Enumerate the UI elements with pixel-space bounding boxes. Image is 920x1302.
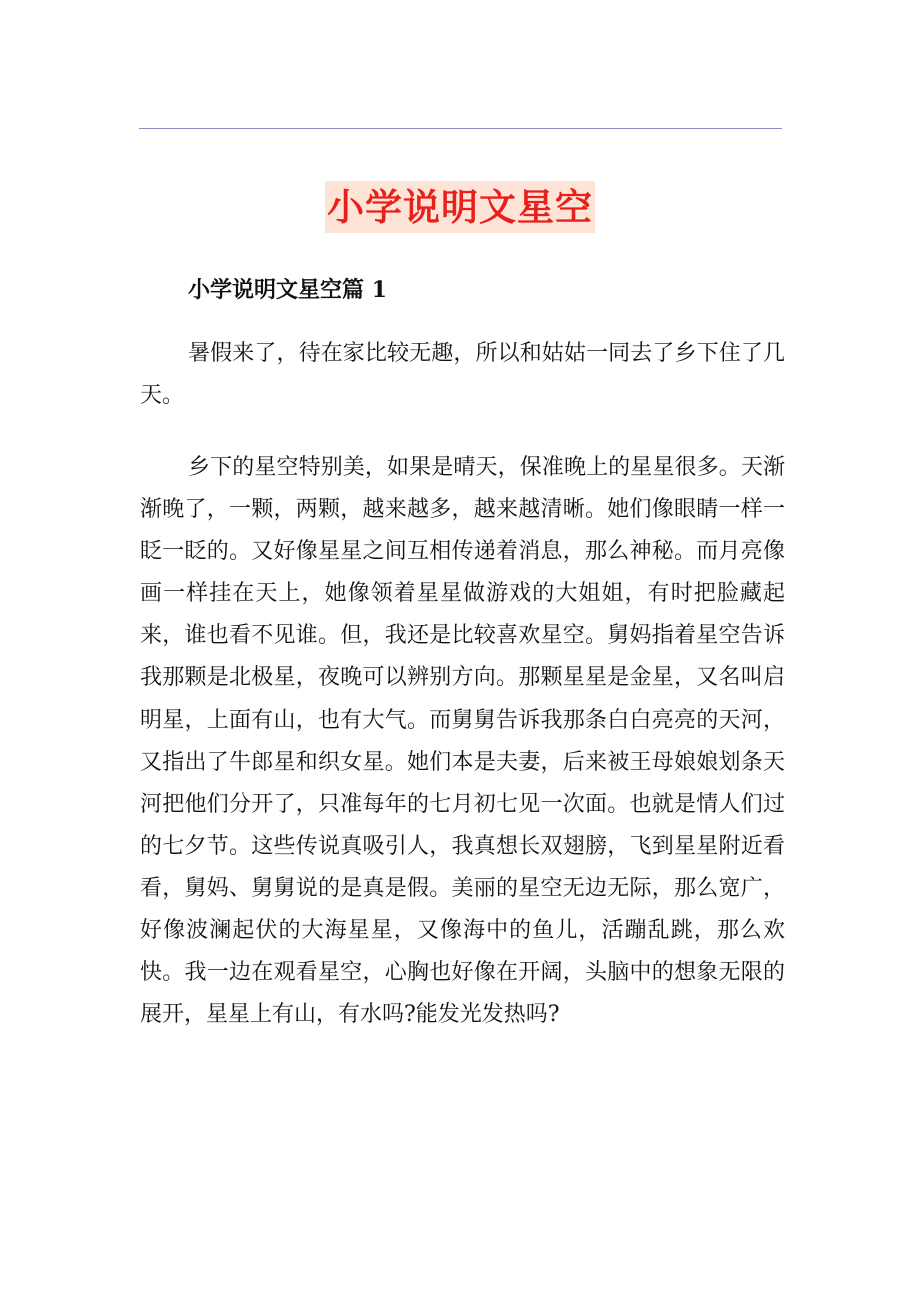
document-title: 小学说明文星空	[325, 181, 595, 233]
header-divider	[139, 128, 782, 129]
title-container	[0, 156, 920, 258]
paragraph-1: 暑假来了，待在家比较无趣，所以和姑姑一同去了乡下住了几天。	[140, 341, 785, 409]
paragraph-2: 乡下的星空特别美，如果是晴天，保准晚上的星星很多。天渐渐晚了，一颗，两颗，越来越多，越来越清晰。她们像眼睛一样一眨一眨的。又好像星星之间互相传递着消息，那么神秘。而月亮像画一样挂在天上，她像领着星星做游戏的大姐姐，有时把脸藏起来，谁也看不见谁。但，我还是比较喜欢星空。舅妈指着星空告诉我那颗是北极星，夜晚可以辨别方向。那颗星星是金星，又名叫启明星，上面有山，也有大气。而舅舅告诉我那条白白亮亮的天河，又指出了牛郎星和织女星。她们本是夫妻，后来被王母娘娘划条天河把他们分开了，只准每年的七月初七见一次面。也就是情人们过的七夕节。这些传说真吸引人，我真想长双翅膀，飞到星星附近看看，舅妈、舅舅说的是真是假。美丽的星空无边无际，那么宽广，好像波澜起伏的大海星星，又像海中的鱼儿，活蹦乱跳，那么欢快。我一边在观看星空，心胸也好像在开阔，头脑中的想象无限的展开，星星上有山，有水吗?能发光发热吗?	[140, 455, 785, 1028]
section-heading: 小学说明文星空篇 1	[188, 277, 387, 303]
